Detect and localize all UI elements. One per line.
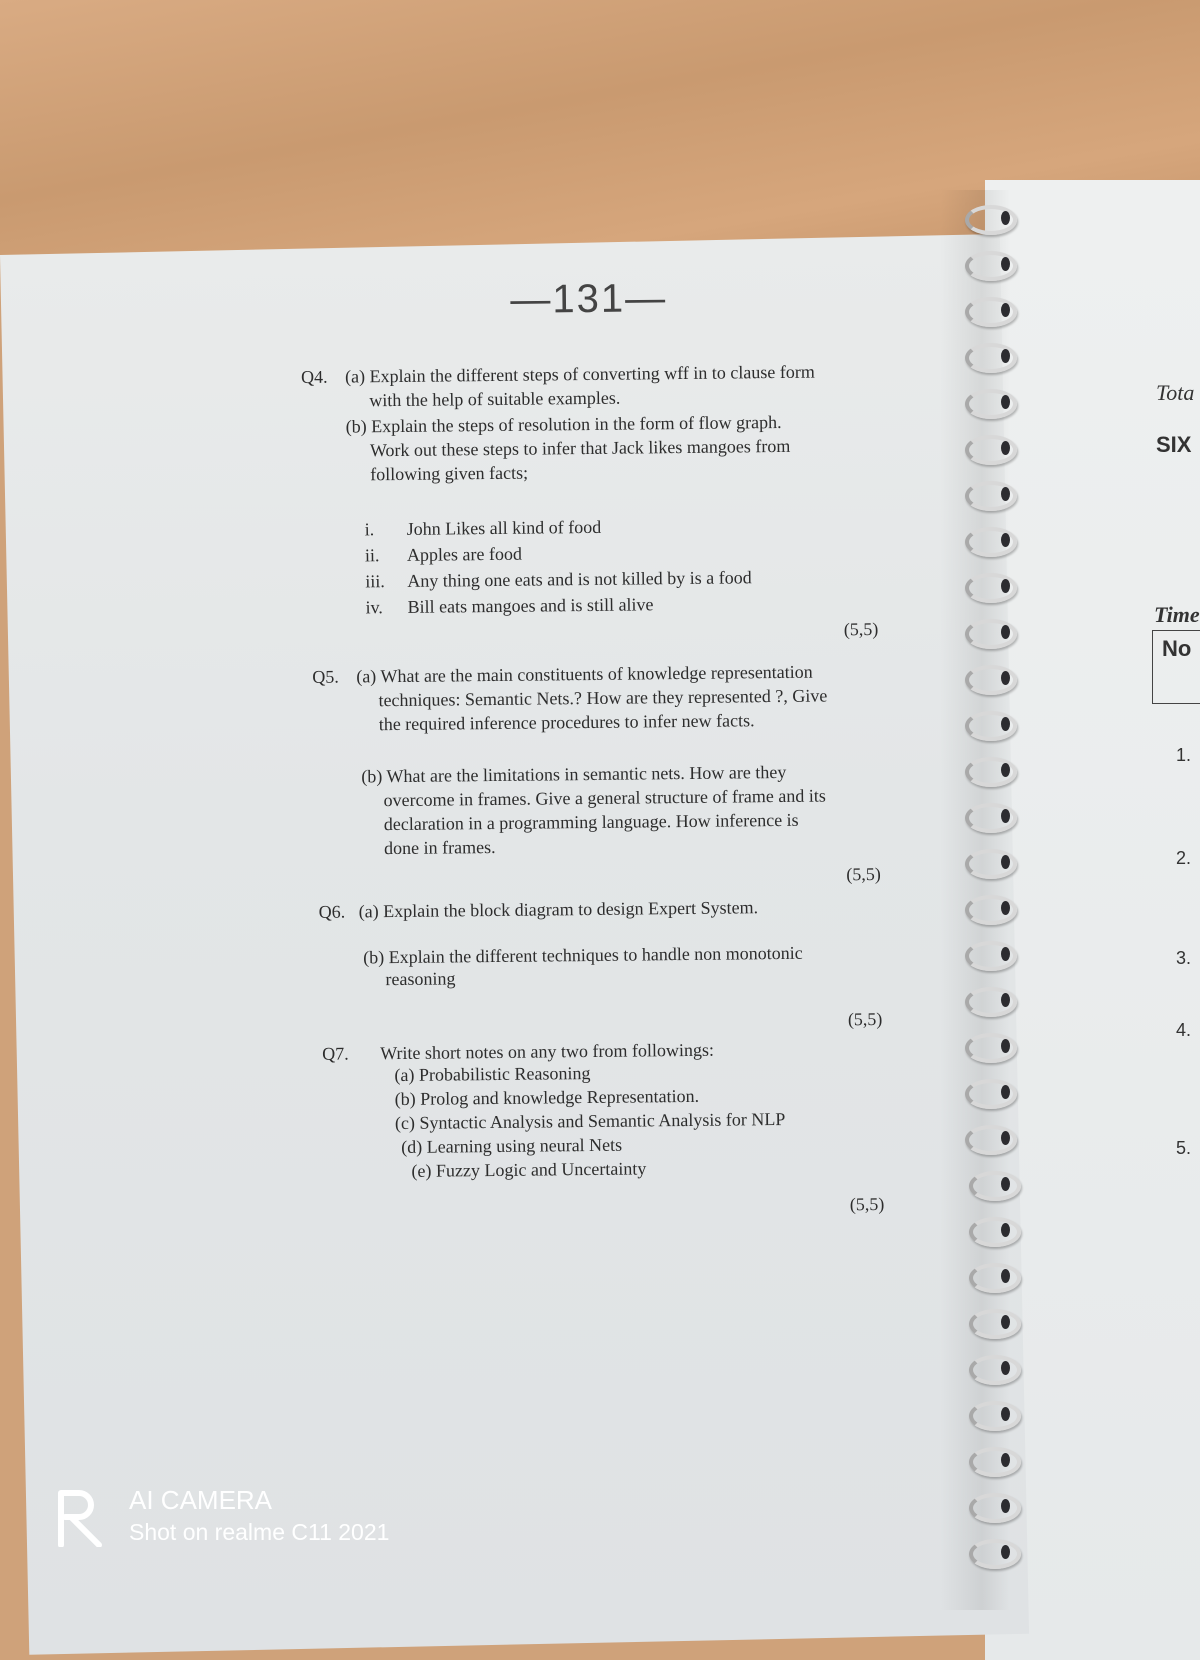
spiral-ring	[969, 1355, 1021, 1385]
binding-hole	[1001, 625, 1010, 639]
binding-hole	[1001, 1315, 1010, 1329]
binding-hole	[1001, 993, 1010, 1007]
binding-hole	[1001, 303, 1010, 317]
question-4	[301, 359, 902, 495]
part-label: (b)	[345, 416, 367, 437]
right-page-item: 1.	[1176, 745, 1192, 765]
q7-intro: Write short notes on any two from followings:	[380, 1039, 715, 1064]
binding-hole	[1001, 717, 1010, 731]
question-6	[319, 894, 920, 990]
binding-hole	[1001, 1453, 1010, 1467]
list-item: i. John Likes all kind of food	[364, 516, 602, 540]
list-item: (a) Probabilistic Reasoning	[394, 1063, 591, 1086]
binding-hole	[1001, 211, 1010, 225]
part-text: with the help of suitable examples.	[369, 387, 621, 411]
right-page-time: Time	[1154, 602, 1200, 627]
binding-hole	[1001, 947, 1010, 961]
marks-q6: (5,5)	[847, 1008, 883, 1030]
binding-hole	[1001, 1223, 1010, 1237]
part-b-line: overcome in frames. Give a general structure of frame and its	[383, 785, 826, 811]
list-item: (b) Prolog and knowledge Representation.	[394, 1085, 700, 1110]
marks-q4: (5,5)	[843, 618, 879, 640]
binding-hole	[1001, 763, 1010, 777]
binding-hole	[1001, 395, 1010, 409]
part-b-line: done in frames.	[383, 836, 496, 859]
part-text: Explain the different steps of converting wff in to clause form	[369, 361, 815, 387]
spiral-ring	[969, 1309, 1021, 1339]
binding-hole	[1001, 533, 1010, 547]
watermark-title: AI CAMERA	[129, 1485, 273, 1515]
part-b-line: reasoning	[385, 968, 456, 990]
part-text: Work out these steps to infer that Jack likes mangoes from	[369, 435, 791, 461]
binding-hole	[1001, 1361, 1010, 1375]
part-b-line: declaration in a programming language. How inference is	[383, 809, 799, 835]
binding-hole	[1001, 1269, 1010, 1283]
list-item: (e) Fuzzy Logic and Uncertainty	[411, 1158, 647, 1181]
binding-hole	[1001, 349, 1010, 363]
part-label: (a)	[345, 366, 366, 387]
part-a-line: (a) What are the main constituents of knowledge representation	[356, 661, 813, 687]
list-item: iii. Any thing one eats and is not killed by is a food	[365, 567, 752, 592]
part-a-line: the required inference procedures to infer new facts.	[378, 710, 755, 735]
facts-list	[365, 515, 753, 623]
question-number: Q6.	[318, 901, 346, 922]
list-item: (d) Learning using neural Nets	[401, 1134, 623, 1157]
spiral-ring	[969, 1263, 1021, 1293]
spiral-binding	[965, 195, 1035, 1595]
binding-hole	[1001, 901, 1010, 915]
right-page-total: Tota	[1156, 380, 1195, 405]
binding-hole	[1001, 1085, 1010, 1099]
part-a-line: techniques: Semantic Nets.? How are they represented ?, Give	[378, 685, 828, 711]
binding-hole	[1001, 809, 1010, 823]
binding-hole	[1001, 257, 1010, 271]
binding-hole	[1001, 1499, 1010, 1513]
part-a-line: (a) Explain the block diagram to design Expert System.	[358, 897, 759, 922]
part-text: following given facts;	[370, 462, 529, 485]
right-page-note: No	[1162, 636, 1192, 661]
part-b-line: (b) What are the limitations in semantic nets. How are they	[361, 761, 787, 787]
marks-q7: (5,5)	[849, 1193, 885, 1215]
handwritten-page-number: —131—	[510, 276, 668, 322]
question-number: Q7.	[322, 1043, 349, 1064]
realme-logo-icon	[55, 1485, 105, 1547]
spiral-ring	[969, 1171, 1021, 1201]
binding-hole	[1001, 1131, 1010, 1145]
watermark-subtitle: Shot on realme C11 2021	[129, 1519, 390, 1545]
binding-hole	[1001, 855, 1010, 869]
spiral-ring	[969, 1401, 1021, 1431]
right-page-item: 5.	[1176, 1138, 1192, 1158]
right-page-item: 4.	[1176, 1020, 1192, 1040]
binding-hole	[1001, 671, 1010, 685]
question-5	[312, 659, 914, 865]
spiral-ring	[969, 1217, 1021, 1247]
binding-hole	[1001, 1407, 1010, 1421]
binding-hole	[1001, 1039, 1010, 1053]
binding-hole	[1001, 1177, 1010, 1191]
notes-list	[394, 1061, 786, 1185]
binding-hole	[1001, 1545, 1010, 1559]
right-page-item: 2.	[1176, 848, 1192, 868]
question-number: Q5.	[312, 666, 339, 687]
list-item: ii. Apples are food	[364, 543, 523, 566]
part-text: Explain the steps of resolution in the form of flow graph.	[371, 411, 782, 437]
spiral-ring	[969, 1447, 1021, 1477]
marks-q5: (5,5)	[846, 863, 881, 885]
spiral-ring	[969, 1493, 1021, 1523]
right-page-item: 3.	[1176, 948, 1192, 968]
list-item: iv. Bill eats mangoes and is still alive	[365, 594, 654, 618]
question-number: Q4.	[301, 366, 328, 387]
list-item: (c) Syntactic Analysis and Semantic Analysis for NLP	[394, 1108, 786, 1134]
right-page-six: SIX	[1156, 432, 1192, 457]
binding-hole	[1001, 579, 1010, 593]
binding-hole	[1001, 441, 1010, 455]
part-b-line: (b) Explain the different techniques to handle non monotonic	[363, 942, 803, 968]
binding-hole	[1001, 487, 1010, 501]
spiral-ring	[969, 1539, 1021, 1569]
